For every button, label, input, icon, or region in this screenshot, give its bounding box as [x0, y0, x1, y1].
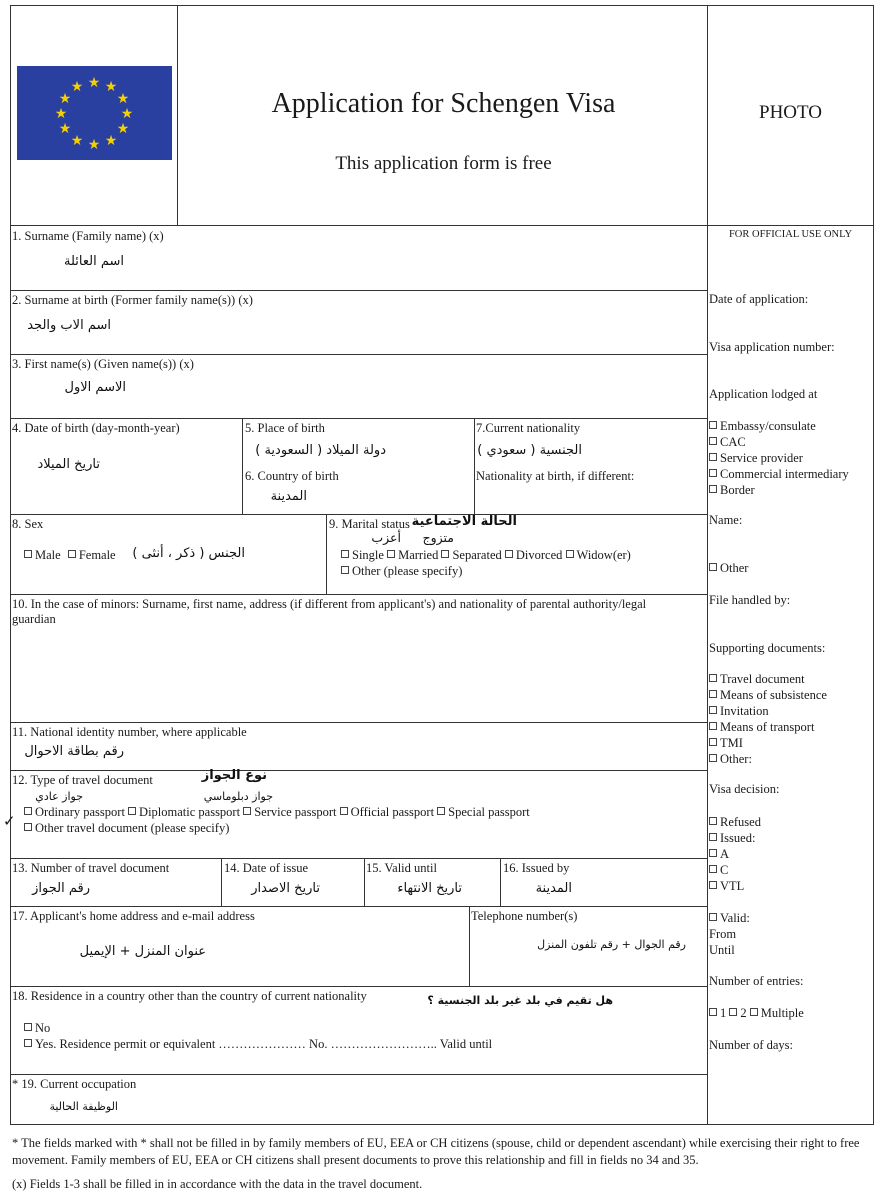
field-1-label: 1. Surname (Family name) (x) [12, 229, 164, 243]
means-of-subsistence-checkbox[interactable] [709, 690, 717, 698]
field-12-arabic-ordinary: جواز عادي [35, 790, 83, 803]
travel-doc-options [24, 805, 530, 820]
official-name-label: Name: [709, 513, 743, 527]
special-passport-checkbox[interactable] [437, 807, 445, 815]
field-15-label: 15. Valid until [366, 861, 437, 875]
other-travel-doc-checkbox[interactable] [24, 823, 32, 831]
refused-checkbox[interactable] [709, 817, 717, 825]
female-label: Female [78, 548, 116, 562]
single-label: Single [352, 548, 384, 562]
visa-decision-label: Visa decision: [709, 782, 780, 796]
application-lodged-label: Application lodged at [709, 387, 818, 401]
separated-label: Separated [452, 548, 502, 562]
marital-other-label: Other (please specify) [352, 564, 463, 578]
photo-label: PHOTO [759, 102, 822, 123]
footer-note-1: * The fields marked with * shall not be filled in by family members of EU, EEA or CH citizens (spouse, child or dependent ascendant) while exercising their right to free movement. Family members of EU, EEA or CH citizens shall present documents to prove this relationship and fill in fields no 34 and 35. [12, 1136, 860, 1167]
check-mark-icon: ✓ [3, 812, 16, 830]
married-checkbox[interactable] [387, 550, 395, 558]
field-17-arabic: عنوان المنزل + الإيميل [79, 944, 206, 959]
diplomatic-passport-checkbox[interactable] [128, 807, 136, 815]
from-label: From [709, 927, 737, 941]
special-passport-label: Special passport [448, 805, 530, 819]
entries-2-checkbox[interactable] [729, 1008, 737, 1016]
field-18-label: 18. Residence in a country other than the country of current nationality [12, 989, 367, 1003]
vtl-label: VTL [720, 879, 745, 893]
female-checkbox[interactable] [68, 550, 76, 558]
field-13-label: 13. Number of travel document [12, 861, 170, 875]
service-passport-label: Service passport [254, 805, 337, 819]
travel-document-checkbox[interactable] [709, 674, 717, 682]
field-3-label: 3. First name(s) (Given name(s)) (x) [12, 357, 194, 371]
other-travel-doc-label: Other travel document (please specify) [35, 821, 230, 835]
telephone-arabic: رقم الجوال + رقم تلفون المنزل [537, 938, 686, 951]
male-checkbox[interactable] [24, 550, 32, 558]
svg-text:★: ★ [120, 106, 134, 122]
field-17-label: 17. Applicant's home address and e-mail address [12, 909, 255, 923]
field-19-label: * 19. Current occupation [12, 1077, 137, 1091]
official-passport-checkbox[interactable] [340, 807, 348, 815]
field-3-arabic: الاسم الاول [64, 380, 126, 395]
type-a-checkbox[interactable] [709, 849, 717, 857]
field-12-label: 12. Type of travel document [12, 773, 153, 787]
divorced-checkbox[interactable] [505, 550, 513, 558]
separated-checkbox[interactable] [441, 550, 449, 558]
embassy-label: Embassy/consulate [720, 419, 816, 433]
type-c-checkbox[interactable] [709, 865, 717, 873]
marital-options [341, 548, 631, 563]
residence-no-label: No [35, 1021, 51, 1035]
service-provider-checkbox[interactable] [709, 453, 717, 461]
widow-checkbox[interactable] [566, 550, 574, 558]
field-11-arabic: رقم بطاقة الاحوال [24, 744, 124, 759]
validity [709, 910, 750, 958]
residence-yes [24, 1037, 492, 1052]
doc-other-checkbox[interactable] [709, 754, 717, 762]
marital-other-checkbox[interactable] [341, 566, 349, 574]
entries-multiple-label: Multiple [760, 1006, 804, 1020]
eu-flag-svg [17, 66, 172, 160]
service-passport-checkbox[interactable] [243, 807, 251, 815]
field-9-arabic: الحالة الاجتماعية [411, 514, 517, 529]
diplomatic-passport-label: Diplomatic passport [139, 805, 241, 819]
official-other-label: Other [720, 561, 749, 575]
svg-text:★: ★ [54, 106, 68, 122]
svg-text:★: ★ [87, 75, 101, 91]
field-8-arabic: الجنس ( ذكر ، أنثى ) [132, 546, 245, 561]
field-12-arabic-diplomatic: جواز دبلوماسي [203, 790, 273, 803]
valid-label: Valid: [720, 911, 750, 925]
entries-2-label: 2 [740, 1006, 747, 1020]
means-of-transport-label: Means of transport [720, 720, 815, 734]
field-13-arabic: رقم الجواز [32, 881, 90, 896]
svg-text:★: ★ [116, 91, 130, 107]
entries-1-label: 1 [720, 1006, 727, 1020]
residence-no-checkbox[interactable] [24, 1023, 32, 1031]
field-5-label: 5. Place of birth [245, 421, 325, 435]
lodged-options [709, 418, 849, 498]
tmi-label: TMI [720, 736, 743, 750]
ordinary-passport-label: Ordinary passport [35, 805, 125, 819]
telephone-label: Telephone number(s) [471, 909, 578, 923]
file-handled-by-label: File handled by: [709, 593, 791, 607]
field-5-arabic: دولة الميلاد ( السعودية ) [255, 443, 386, 458]
field-9-arabic-single: أعزب [371, 530, 401, 545]
marital-other [341, 564, 462, 579]
field-15-arabic: تاريخ الانتهاء [397, 881, 462, 896]
border-label: Border [720, 483, 755, 497]
field-6-label: 6. Country of birth [245, 469, 339, 483]
field-10-label: 10. In the case of minors: Surname, first name, address (if different from applicant's) and nationality of parental authority/legal guardian [12, 597, 647, 626]
number-of-days-label: Number of days: [709, 1038, 794, 1052]
until-label: Until [709, 943, 735, 957]
entries-multiple-checkbox[interactable] [750, 1008, 758, 1016]
entries-options [709, 1006, 804, 1021]
issued-checkbox[interactable] [709, 833, 717, 841]
field-1-arabic: اسم العائلة [64, 254, 124, 269]
field-14-arabic: تاريخ الاصدار [251, 881, 320, 896]
embassy-checkbox[interactable] [709, 421, 717, 429]
cac-checkbox[interactable] [709, 437, 717, 445]
field-4-arabic: تاريخ الميلاد [37, 457, 100, 472]
travel-doc-other [24, 821, 229, 836]
visa-application-number-label: Visa application number: [709, 340, 835, 354]
vtl-checkbox[interactable] [709, 881, 717, 889]
official-use-heading: FOR OFFICIAL USE ONLY [728, 229, 853, 240]
field-6-arabic: المدينة [270, 489, 307, 504]
married-label: Married [398, 548, 439, 562]
official-passport-label: Official passport [350, 805, 435, 819]
field-16-arabic: المدينة [535, 881, 572, 896]
ordinary-passport-checkbox[interactable] [24, 807, 32, 815]
field-14-label: 14. Date of issue [224, 861, 309, 875]
field-19-arabic: الوظيفة الحالية [49, 1100, 118, 1113]
divorced-label: Divorced [515, 548, 563, 562]
official-other [709, 561, 748, 576]
field-18-arabic: هل تقيم في بلد غير بلد الجنسية ؟ [427, 994, 613, 1007]
means-of-subsistence-label: Means of subsistence [720, 688, 827, 702]
number-of-entries-label: Number of entries: [709, 974, 804, 988]
svg-text:★: ★ [58, 121, 72, 137]
footer-note-2: (x) Fields 1-3 shall be filled in in accordance with the data in the travel document. [12, 1177, 423, 1191]
commercial-intermediary-label: Commercial intermediary [720, 467, 849, 481]
tmi-checkbox[interactable] [709, 738, 717, 746]
supporting-documents-label: Supporting documents: [709, 641, 826, 655]
invitation-checkbox[interactable] [709, 706, 717, 714]
form-subtitle: This application form is free [335, 153, 552, 174]
field-2-arabic: اسم الاب والجد [27, 318, 111, 333]
decision-options [709, 814, 761, 894]
sex-options [24, 548, 116, 563]
field-7-nationality-at-birth-label: Nationality at birth, if different: [476, 469, 635, 483]
svg-text:★: ★ [87, 137, 101, 153]
doc-options [709, 671, 827, 767]
svg-text:★: ★ [104, 79, 118, 95]
field-9-arabic-married: متزوج [422, 530, 454, 545]
commercial-intermediary-checkbox[interactable] [709, 469, 717, 477]
field-11-label: 11. National identity number, where applicable [12, 725, 247, 739]
doc-other-label: Other: [720, 752, 752, 766]
svg-text:★: ★ [58, 91, 72, 107]
type-a-label: A [720, 847, 730, 861]
widow-label: Widow(er) [576, 548, 631, 562]
border-checkbox[interactable] [709, 485, 717, 493]
invitation-label: Invitation [720, 704, 769, 718]
male-label: Male [35, 548, 61, 562]
residence-no [24, 1021, 50, 1036]
residence-yes-label: Yes. Residence permit or equivalent ………………… No. …………………….. Valid until [35, 1037, 493, 1051]
field-12-arabic: نوع الجواز [201, 768, 267, 783]
field-7-label: 7.Current nationality [476, 421, 581, 435]
official-other-checkbox[interactable] [709, 563, 717, 571]
issued-label: Issued: [720, 831, 756, 845]
means-of-transport-checkbox[interactable] [709, 722, 717, 730]
svg-text:★: ★ [104, 133, 118, 149]
svg-text:★: ★ [70, 133, 84, 149]
form-title: Application for Schengen Visa [271, 88, 616, 119]
field-16-label: 16. Issued by [503, 861, 570, 875]
field-9-label: 9. Marital status [329, 517, 410, 531]
svg-text:★: ★ [116, 121, 130, 137]
field-7-arabic: الجنسية ( سعودي ) [477, 443, 582, 458]
cac-label: CAC [720, 435, 746, 449]
date-of-application-label: Date of application: [709, 292, 809, 306]
field-8-label: 8. Sex [12, 517, 44, 531]
field-4-label: 4. Date of birth (day-month-year) [12, 421, 180, 435]
svg-text:★: ★ [70, 79, 84, 95]
type-c-label: C [720, 863, 729, 877]
valid-checkbox[interactable] [709, 913, 717, 921]
field-2-label: 2. Surname at birth (Former family name(s)) (x) [12, 293, 253, 307]
eu-flag [17, 66, 172, 160]
single-checkbox[interactable] [341, 550, 349, 558]
travel-document-label: Travel document [720, 672, 805, 686]
residence-yes-checkbox[interactable] [24, 1039, 32, 1047]
refused-label: Refused [720, 815, 761, 829]
entries-1-checkbox[interactable] [709, 1008, 717, 1016]
service-provider-label: Service provider [720, 451, 803, 465]
